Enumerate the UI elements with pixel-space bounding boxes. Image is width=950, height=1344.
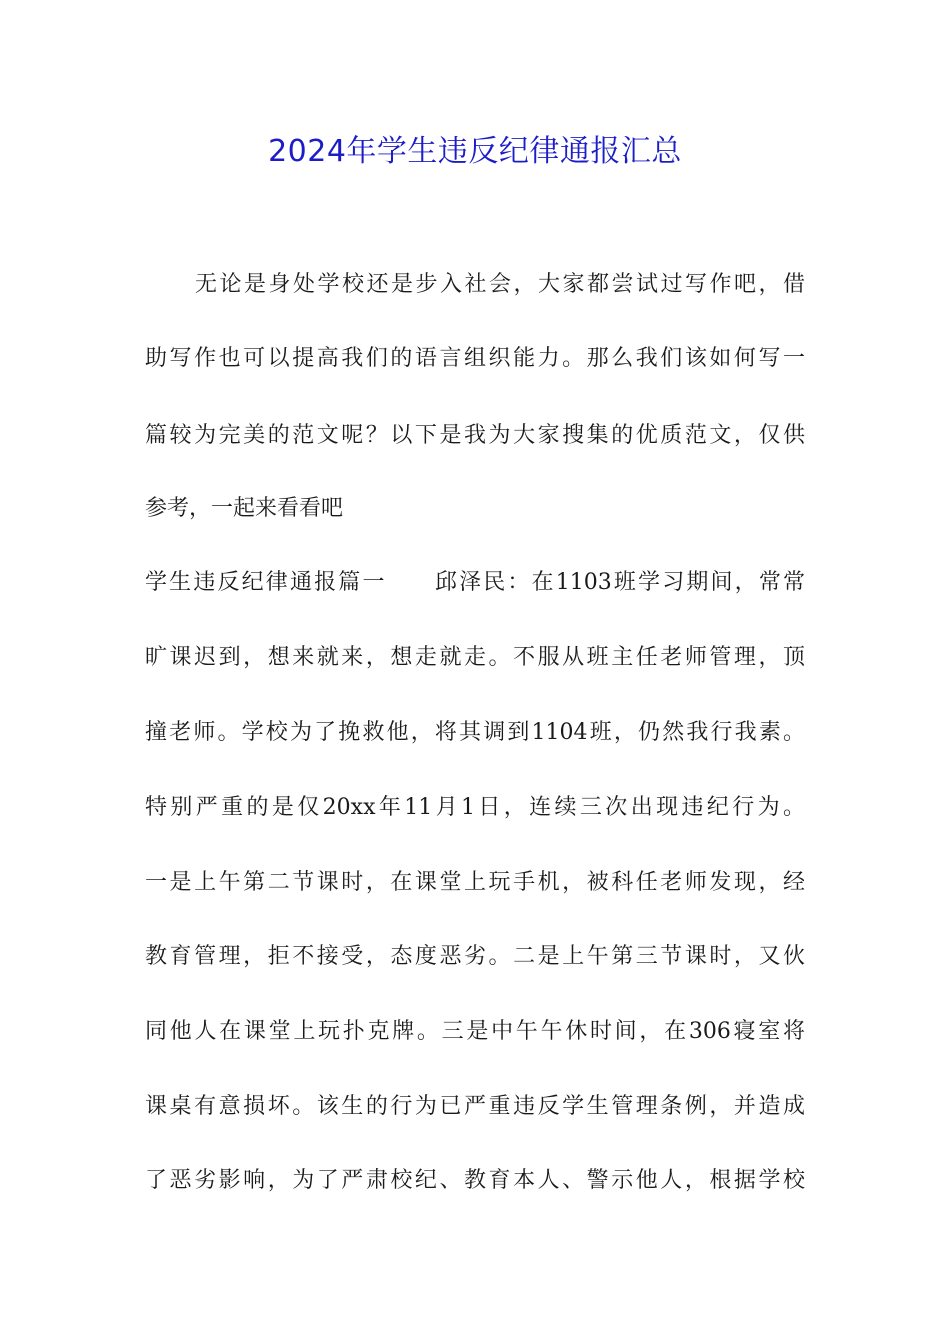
paragraph-line: 同他人在课堂上玩扑克牌。三是中午午休时间，在306寝室将 [145,1019,805,1044]
paragraph-line: 特别严重的是仅20xx年11月1日，连续三次出现违纪行为。 [145,795,805,820]
paragraph-line: 一是上午第二节课时，在课堂上玩手机，被科任老师发现，经 [145,870,805,895]
paragraph-line: 旷课迟到，想来就来，想走就走。不服从班主任老师管理，顶 [145,645,805,670]
paragraph-line: 撞老师。学校为了挽救他，将其调到1104班，仍然我行我素。 [145,720,805,745]
paragraph-line: 了恶劣影响，为了严肃校纪、教育本人、警示他人，根据学校 [145,1168,805,1193]
paragraph-line: 参考，一起来看看吧 [145,496,344,521]
paragraph-line: 篇较为完美的范文呢？以下是我为大家搜集的优质范文，仅供 [145,423,805,448]
document-title: 2024年学生违反纪律通报汇总 [268,134,682,169]
paragraph-line: 学生违反纪律通报篇一 邱泽民：在1103班学习期间，常常 [145,570,805,595]
paragraph-line: 课桌有意损坏。该生的行为已严重违反学生管理条例，并造成 [145,1094,805,1119]
paragraph-line: 教育管理，拒不接受，态度恶劣。二是上午第三节课时，又伙 [145,944,805,969]
paragraph-line: 无论是身处学校还是步入社会，大家都尝试过写作吧，借 [195,272,805,297]
paragraph-line: 助写作也可以提高我们的语言组织能力。那么我们该如何写一 [145,346,805,371]
